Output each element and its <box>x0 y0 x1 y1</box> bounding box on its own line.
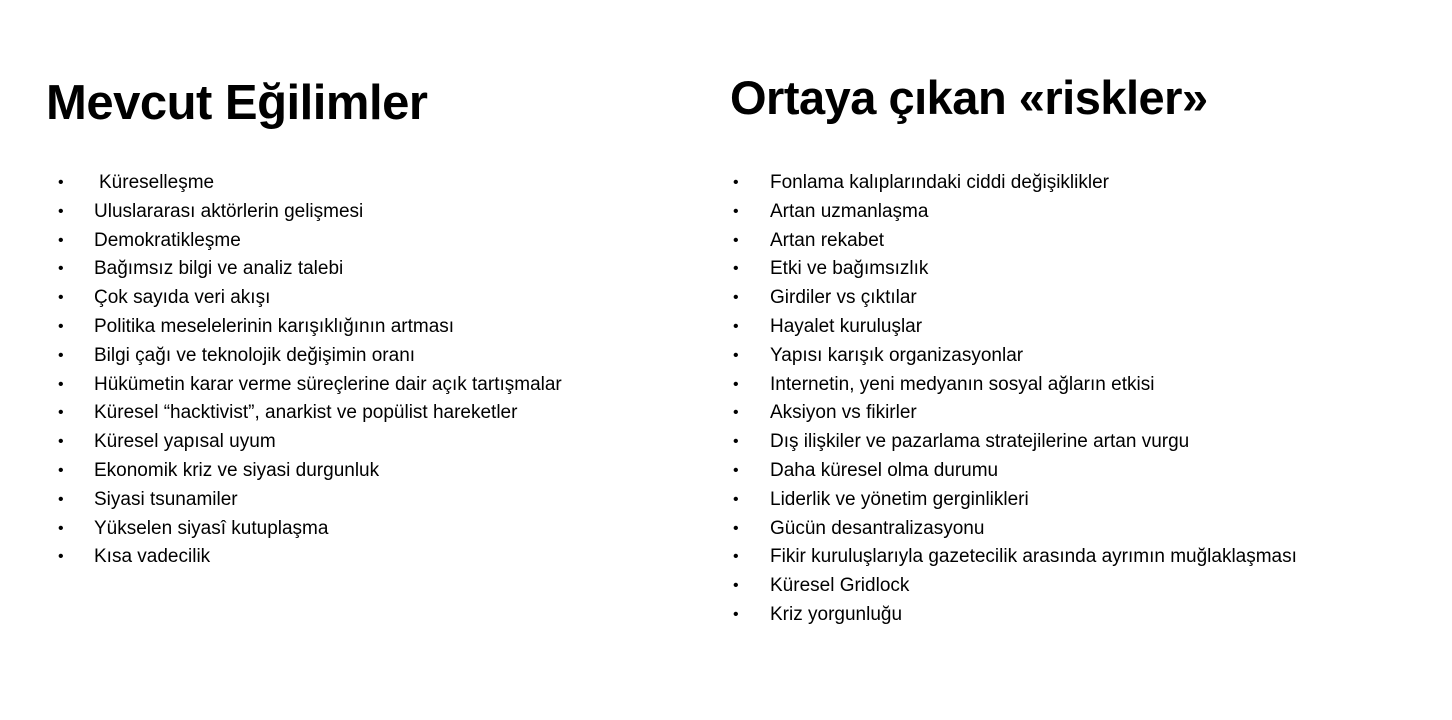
bullet-icon: • <box>58 260 64 278</box>
list-item-text: Ekonomik kriz ve siyasi durgunluk <box>94 459 380 481</box>
bullet-icon: • <box>733 289 739 307</box>
list-item-text: Küreselleşme <box>99 172 215 193</box>
list-item-text: Kriz yorgunluğu <box>770 603 903 625</box>
bullet-icon: • <box>58 461 64 479</box>
bullet-icon: • <box>733 433 739 451</box>
list-item-text: Fonlama kalıplarındaki ciddi değişiklikler <box>770 172 1109 193</box>
list-item-text: Yapısı karışık organizasyonlar <box>770 344 1024 366</box>
list-item <box>730 601 1297 630</box>
list-item <box>730 428 1297 457</box>
bullet-icon: • <box>58 346 64 364</box>
bullet-icon: • <box>58 202 64 220</box>
list-item <box>730 313 1297 342</box>
list-item-text: Aksiyon vs fikirler <box>770 402 917 424</box>
list-item <box>730 457 1297 486</box>
list-item-text: Kısa vadecilik <box>94 546 211 568</box>
bullet-icon: • <box>733 375 739 393</box>
list-item-text: Uluslararası aktörlerin gelişmesi <box>94 200 364 222</box>
list-item-text: Etki ve bağımsızlık <box>770 258 929 280</box>
list-item <box>46 255 562 284</box>
bullet-icon: • <box>58 519 64 537</box>
list-item <box>46 371 562 400</box>
left-title: Mevcut Eğilimler <box>46 76 428 130</box>
list-item <box>46 457 562 486</box>
list-item-text: Küresel yapısal uyum <box>94 431 276 453</box>
bullet-icon: • <box>733 548 739 566</box>
list-item <box>730 399 1297 428</box>
bullet-icon: • <box>58 174 64 191</box>
bullet-icon: • <box>733 519 739 537</box>
list-item-text: Hükümetin karar verme süreçlerine dair açık tartışmalar <box>94 373 562 395</box>
list-item <box>46 342 562 371</box>
bullet-icon: • <box>58 289 64 307</box>
list-item-text: Internetin, yeni medyanın sosyal ağların etkisi <box>770 373 1155 395</box>
list-item <box>730 515 1297 544</box>
list-item-text: Küresel Gridlock <box>770 575 910 597</box>
bullet-icon: • <box>58 404 64 422</box>
right-title: Ortaya çıkan «riskler» <box>730 71 1208 124</box>
list-item <box>46 543 562 572</box>
list-item-text: Liderlik ve yönetim gerginlikleri <box>770 488 1029 510</box>
list-item <box>46 428 562 457</box>
bullet-icon: • <box>733 461 739 479</box>
list-item <box>730 572 1297 601</box>
list-item-text: Girdiler vs çıktılar <box>770 287 917 309</box>
bullet-icon: • <box>58 490 64 508</box>
list-item-text: Bilgi çağı ve teknolojik değişimin oranı <box>94 344 416 366</box>
list-item-text: Demokratikleşme <box>94 229 241 251</box>
bullet-icon: • <box>58 548 64 566</box>
bullet-icon: • <box>733 231 739 249</box>
list-item <box>730 198 1297 227</box>
list-item <box>730 342 1297 371</box>
bullet-icon: • <box>58 231 64 249</box>
bullet-icon: • <box>733 174 739 191</box>
list-item-text: Hayalet kuruluşlar <box>770 315 923 337</box>
list-item-text: Politika meselelerinin karışıklığının artması <box>94 315 455 337</box>
list-item <box>46 486 562 515</box>
list-item <box>46 198 562 227</box>
list-item-text: Bağımsız bilgi ve analiz talebi <box>94 258 344 280</box>
list-item-text: Artan uzmanlaşma <box>770 200 929 222</box>
right-bullet-list <box>730 169 1297 630</box>
list-item <box>730 255 1297 284</box>
list-item-text: Daha küresel olma durumu <box>770 459 999 481</box>
list-item <box>730 486 1297 515</box>
list-item-text: Küresel “hacktivist”, anarkist ve popülist hareketler <box>94 402 518 424</box>
list-item <box>46 284 562 313</box>
list-item-text: Fikir kuruluşlarıyla gazetecilik arasında ayrımın muğlaklaşması <box>770 546 1297 568</box>
bullet-icon: • <box>733 346 739 364</box>
list-item-text: Gücün desantralizasyonu <box>770 517 985 539</box>
list-item <box>730 169 1297 198</box>
list-item-text: Yükselen siyasî kutuplaşma <box>94 517 329 539</box>
bullet-icon: • <box>733 577 739 595</box>
list-item <box>730 543 1297 572</box>
list-item <box>46 313 562 342</box>
list-item <box>46 169 562 198</box>
list-item <box>46 227 562 256</box>
left-bullet-list <box>46 169 562 572</box>
bullet-icon: • <box>58 433 64 451</box>
list-item-text: Siyasi tsunamiler <box>94 488 238 510</box>
list-item-text: Artan rekabet <box>770 229 885 251</box>
list-item <box>730 284 1297 313</box>
bullet-icon: • <box>733 260 739 278</box>
list-item <box>46 399 562 428</box>
list-item <box>730 227 1297 256</box>
list-item <box>730 371 1297 400</box>
bullet-icon: • <box>733 490 739 508</box>
bullet-icon: • <box>733 202 739 220</box>
bullet-icon: • <box>733 404 739 422</box>
bullet-icon: • <box>733 605 739 623</box>
bullet-icon: • <box>58 375 64 393</box>
list-item <box>46 515 562 544</box>
bullet-icon: • <box>58 317 64 335</box>
bullet-icon: • <box>733 317 739 335</box>
list-item-text: Çok sayıda veri akışı <box>94 287 271 309</box>
list-item-text: Dış ilişkiler ve pazarlama stratejilerine artan vurgu <box>770 431 1190 453</box>
